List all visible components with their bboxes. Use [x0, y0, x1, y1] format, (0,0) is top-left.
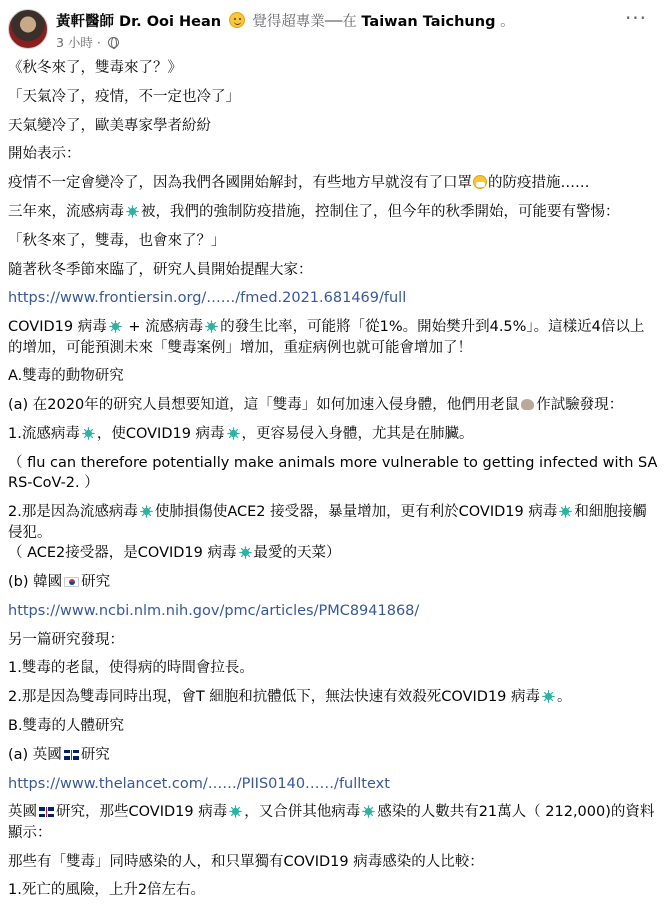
text-span: 三年來，流感病毒	[8, 203, 124, 220]
uk-flag-icon	[64, 750, 79, 760]
paragraph: 天氣變冷了，歐美專家學者紛紛	[8, 117, 211, 134]
text-span: 的發生比率，可能將「從1%。開始樊升到4.5%」。這樣近4倍以上的增加，可能預測未來「雙毒案例」增加，重症病例也就可能會增加了！	[8, 319, 645, 356]
paragraph: 隨著秋冬季節來臨了，研究人員開始提醒大家：	[8, 261, 313, 278]
location-suffix: 。	[500, 14, 515, 30]
lancet-link[interactable]: https://www.thelancet.com/……/PIIS0140……/fulltext	[8, 775, 390, 792]
paragraph: 開始表示：	[8, 146, 81, 163]
paragraph: 那些有「雙毒」同時感染的人，和只單獨有COVID19 病毒感染的人比較：	[8, 853, 484, 870]
mask-face-icon	[473, 175, 487, 189]
paragraph	[8, 687, 658, 708]
timestamp[interactable]: 3 小時	[56, 35, 93, 50]
paragraph	[8, 745, 658, 766]
author-line	[56, 10, 515, 32]
microbe-icon	[82, 426, 95, 439]
text-span: 和細胞接觸侵犯。	[8, 504, 647, 541]
paragraph: 《秋冬來了，雙毒來了？》	[8, 60, 182, 76]
uk-flag-icon	[39, 807, 54, 817]
microbe-icon	[140, 504, 153, 517]
text-span: 研究	[80, 746, 110, 763]
text-span: (a) 英國	[8, 746, 62, 763]
author-name[interactable]: 黃軒醫師 Dr. Ooi Hean	[56, 14, 222, 30]
post-header	[0, 0, 664, 56]
text-span: ，使COVID19 病毒	[96, 426, 225, 443]
paragraph	[8, 424, 658, 445]
more-options-button[interactable]: ···	[624, 6, 648, 30]
microbe-icon	[205, 319, 218, 332]
korea-flag-icon	[64, 577, 79, 587]
paragraph	[8, 802, 658, 843]
paragraph: B.雙毒的人體研究	[8, 717, 125, 734]
paragraph	[8, 317, 658, 358]
text-span: (a) 在2020年的研究人員想要知道，這「雙毒」如何加速入侵身體，他們用老鼠	[8, 397, 520, 414]
text-span: 使肺損傷使ACE2 接受器，暴量增加，更有利於COVID19 病毒	[154, 504, 558, 521]
globe-icon[interactable]	[108, 37, 119, 48]
paragraph: 1.雙毒的老鼠，使得病的時間會拉長。	[8, 660, 254, 677]
paragraph	[8, 572, 658, 593]
paragraph	[8, 601, 658, 622]
text-span: COVID19 病毒	[8, 319, 107, 336]
feeling-text: 覺得超專業──在	[252, 14, 357, 30]
text-span: 疫情不一定會變冷了，因為我們各國開始解封，有些地方早就沒有了口罩	[8, 175, 472, 192]
location-link[interactable]: Taiwan Taichung	[361, 14, 496, 30]
paragraph	[8, 202, 658, 223]
microbe-icon	[126, 204, 139, 217]
microbe-icon	[542, 689, 555, 702]
text-span: (b) 韓國	[8, 573, 63, 590]
paragraph	[8, 288, 658, 309]
paragraph: A.雙毒的動物研究	[8, 368, 124, 385]
text-span: （ ACE2接受器，是COVID19 病毒	[8, 545, 237, 562]
text-span: + 流感病毒	[123, 319, 204, 336]
post-meta: 3 小時 ·	[56, 33, 119, 51]
text-span: 2.那是因為雙毒同時出現，會T 細胞和抗體低下，無法快速有效殺死COVID19 病毒	[8, 689, 541, 706]
text-span: ，又合併其他病毒	[244, 804, 361, 821]
microbe-icon	[559, 504, 572, 517]
text-span: 的防疫措施……	[488, 175, 590, 192]
text-span: 研究	[81, 573, 111, 590]
ncbi-link[interactable]: https://www.ncbi.nlm.nih.gov/pmc/articles/PMC8941868/	[8, 602, 420, 619]
text-span: 1.流感病毒	[8, 426, 80, 443]
paragraph	[8, 774, 658, 795]
microbe-icon	[229, 804, 242, 817]
paragraph	[8, 173, 658, 194]
frontiers-link[interactable]: https://www.frontiersin.org/……/fmed.2021.681469/full	[8, 290, 407, 307]
paragraph: 1.死亡的風險，上升2倍左右。	[8, 882, 206, 899]
text-span: 感染的人數共有21萬人（ 212,000)的資料顯示：	[8, 804, 655, 841]
paragraph: 另一篇研究發現：	[8, 631, 124, 648]
paragraph: 「天氣冷了，疫情，不一定也冷了」	[8, 88, 240, 105]
paragraph	[8, 502, 658, 564]
smiling-face-icon	[229, 12, 245, 28]
text-span: 最愛的天菜）	[253, 545, 341, 562]
text-span: 研究，那些COVID19 病毒	[56, 804, 228, 821]
microbe-icon	[239, 545, 252, 558]
mouse-icon	[521, 399, 534, 410]
author-avatar[interactable]	[8, 9, 48, 49]
text-span: 。	[557, 689, 572, 706]
paragraph	[8, 395, 658, 416]
text-span: ，更容易侵入身體，尤其是在肺臟。	[241, 426, 474, 443]
text-span: 英國	[8, 804, 37, 821]
text-span: 作試驗發現：	[536, 397, 624, 414]
paragraph: 「秋冬來了，雙毒，也會來了？」	[8, 232, 226, 249]
microbe-icon	[362, 804, 375, 817]
paragraph: （ flu can therefore potentially make animals more vulnerable to getting infected with SARS-CoV-2. ）	[8, 454, 658, 492]
microbe-icon	[227, 426, 240, 439]
post-body	[8, 58, 658, 909]
text-span: 被，我們的強制防疫措施，控制住了，但今年的秋季開始，可能要有警惕：	[141, 203, 620, 220]
microbe-icon	[109, 319, 122, 332]
text-span: 2.那是因為流感病毒	[8, 504, 138, 521]
